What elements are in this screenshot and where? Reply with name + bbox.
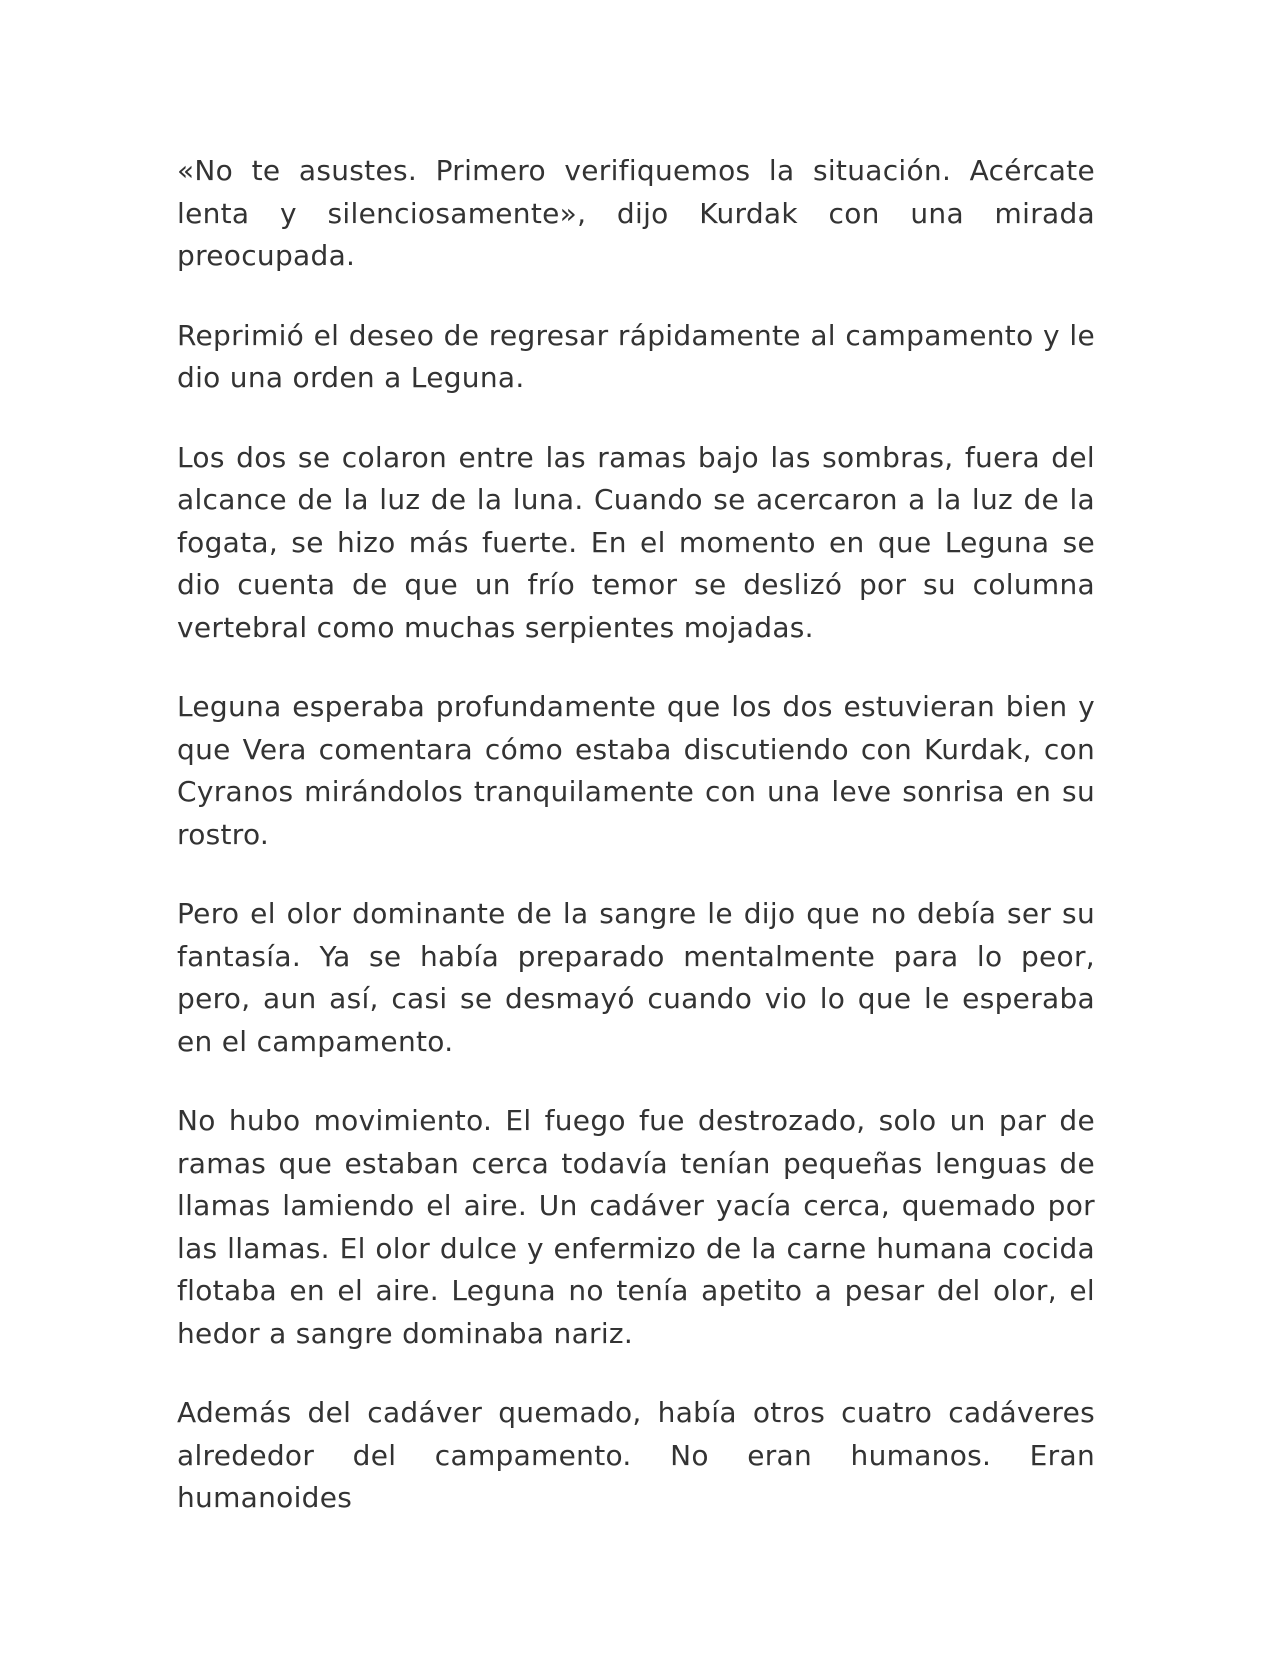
paragraph-2: Reprimió el deseo de regresar rápidamente al campamento y le dio una orden a Leguna. xyxy=(177,318,1095,394)
paragraph-6: No hubo movimiento. El fuego fue destrozado, solo un par de ramas que estaban cerca todavía tenían pequeñas lenguas de llamas lamiendo el aire. Un cadáver yacía cerca, quemado por las llamas. El olor dulce y enfermizo de la carne humana cocida flotaba en el aire. Leguna no tenía apetito a pesar del olor, el hedor a sangre dominaba nariz. xyxy=(177,1104,1095,1350)
document-page xyxy=(177,150,1095,1520)
paragraph-5: Pero el olor dominante de la sangre le dijo que no debía ser su fantasía. Ya se había preparado mentalmente para lo peor, pero, aun así, casi se desmayó cuando vio lo que le esperaba en el campamento. xyxy=(177,897,1095,1058)
paragraph-7: Además del cadáver quemado, había otros cuatro cadáveres alrededor del campamento. No eran humanos. Eran humanoides xyxy=(177,1396,1095,1514)
paragraph-3: Los dos se colaron entre las ramas bajo las sombras, fuera del alcance de la luz de la luna. Cuando se acercaron a la luz de la fogata, se hizo más fuerte. En el momento en que Leguna se dio cuenta de que un frío temor se deslizó por su columna vertebral como muchas serpientes mojadas. xyxy=(177,440,1095,644)
paragraph-4: Leguna esperaba profundamente que los dos estuvieran bien y que Vera comentara cómo estaba discutiendo con Kurdak, con Cyranos mirándolos tranquilamente con una leve sonrisa en su rostro. xyxy=(177,690,1095,851)
paragraph-1: «No te asustes. Primero verifiquemos la situación. Acércate lenta y silenciosamente», dijo Kurdak con una mirada preocupada. xyxy=(177,154,1095,272)
